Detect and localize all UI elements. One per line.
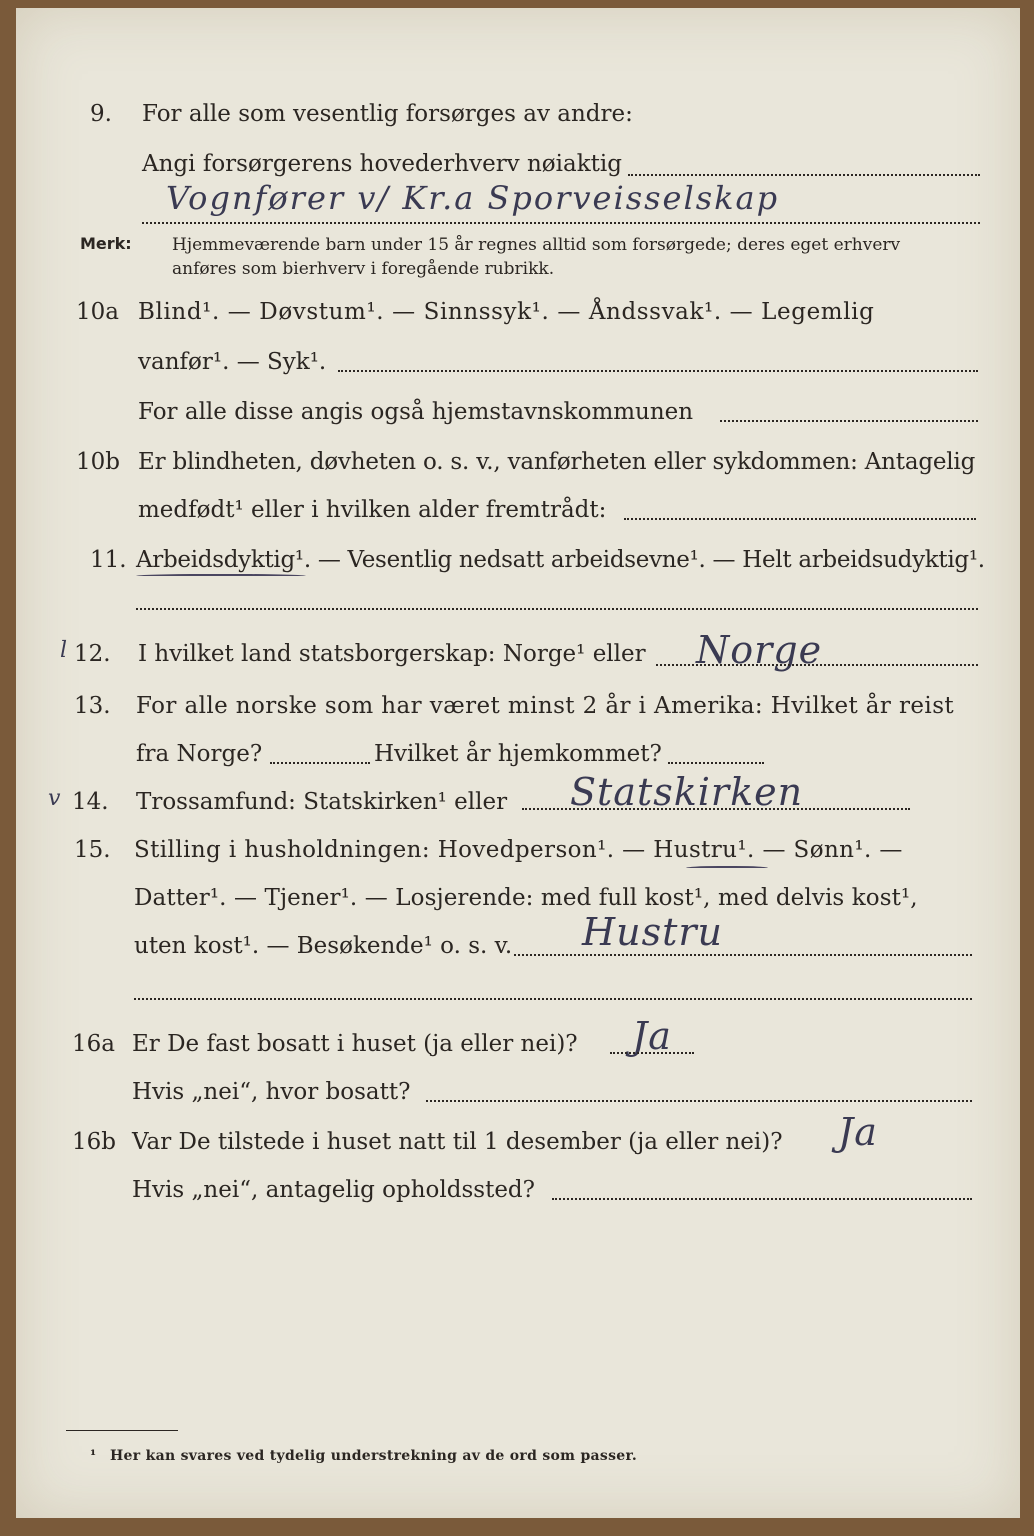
q11-number: 11. [90,547,127,573]
q15-line2: Datter¹. — Tjener¹. — Losjerende: med full kost¹, med delvis kost¹, [134,885,918,911]
q9-line2: Angi forsørgerens hovederhverv nøiaktig [142,151,622,177]
footnote-marker: ¹ [90,1448,97,1464]
q9-handwritten-answer[interactable]: Vognfører v/ Kr.a Sporveisselskap [166,179,780,217]
q16b-handwritten-answer[interactable]: Ja [838,1110,878,1154]
q11-underline-mark [136,574,306,579]
q14-dotted-line [522,808,910,810]
q14-handwritten-answer[interactable]: Statskirken [570,770,804,814]
merk-line2: anføres som bierhverv i foregående rubrikk. [172,259,555,279]
q15-line3: uten kost¹. — Besøkende¹ o. s. v. [134,933,513,959]
q15-line1: Stilling i husholdningen: Hovedperson¹. — Hustru¹. — Sønn¹. — [134,837,903,863]
q14-number: 14. [72,789,109,815]
q10b-dotted-line [624,518,976,520]
q16b-line1: Var De tilstede i huset natt til 1 desember (ja eller nei)? [132,1129,783,1155]
q16b-dotted-line [552,1198,972,1200]
census-form-page [16,8,1020,1518]
q16b-number: 16b [72,1129,116,1155]
q12-number: 12. [74,641,111,667]
q14-line1: Trossamfund: Statskirken¹ eller [136,789,508,815]
q9-dotted-line [628,174,980,176]
q11-line1: Arbeidsdyktig¹. — Vesentlig nedsatt arbeidsevne¹. — Helt arbeidsudyktig¹. [136,547,985,573]
q12-handwritten-answer[interactable]: Norge [696,628,823,672]
q13-dotted-line-1 [270,762,370,764]
q16a-line2: Hvis „nei“, hvor bosatt? [132,1079,411,1105]
q14-check-mark: v [48,786,61,811]
q10b-line1: Er blindheten, døvheten o. s. v., vanførheten eller sykdommen: Antagelig [138,449,976,475]
q15-dotted-line-2 [134,998,972,1000]
q9-number: 9. [90,101,112,127]
q12-dotted-line [656,664,978,666]
q13-line1: For alle norske som har været minst 2 år i Amerika: Hvilket år reist [136,693,955,719]
q16a-handwritten-answer[interactable]: Ja [632,1014,672,1058]
q10a-line3: For alle disse angis også hjemstavnskommunen [138,399,694,425]
q10a-line1: Blind¹. — Døvstum¹. — Sinnssyk¹. — Åndssvak¹. — Legemlig [138,299,875,325]
q16a-dotted-line-2 [426,1100,972,1102]
q16a-dotted-line-1 [610,1052,694,1054]
q12-line1: I hvilket land statsborgerskap: Norge¹ eller [138,641,646,667]
footnote-rule [66,1430,178,1431]
q10a-dotted-line-1 [338,370,978,372]
merk-line1: Hjemmeværende barn under 15 år regnes alltid som forsørgede; deres eget erhverv [172,235,901,255]
q13-number: 13. [74,693,111,719]
q16a-number: 16a [72,1031,115,1057]
q10b-number: 10b [76,449,120,475]
q15-dotted-line-1 [514,954,972,956]
q10a-dotted-line-2 [720,420,978,422]
q16b-line2: Hvis „nei“, antagelig opholdssted? [132,1177,535,1203]
q15-handwritten-answer[interactable]: Hustru [582,910,724,954]
q10b-line2: medfødt¹ eller i hvilken alder fremtrådt: [138,497,607,523]
q16a-line1: Er De fast bosatt i huset (ja eller nei)? [132,1031,578,1057]
q15-number: 15. [74,837,111,863]
q9-answer-line [142,222,980,224]
merk-label: Merk: [80,234,132,253]
q9-line1: For alle som vesentlig forsørges av andre: [142,101,633,127]
q10a-number: 10a [76,299,119,325]
q15-underline-mark [686,866,768,871]
footnote-text: Her kan svares ved tydelig understrekning av de ord som passer. [110,1448,638,1464]
q12-check-mark: l [60,638,68,663]
q13-line2b: Hvilket år hjemkommet? [374,741,662,767]
q11-dotted-line [136,608,978,610]
q13-line2a: fra Norge? [136,741,263,767]
q13-dotted-line-2 [668,762,764,764]
q10a-line2: vanfør¹. — Syk¹. [138,349,327,375]
